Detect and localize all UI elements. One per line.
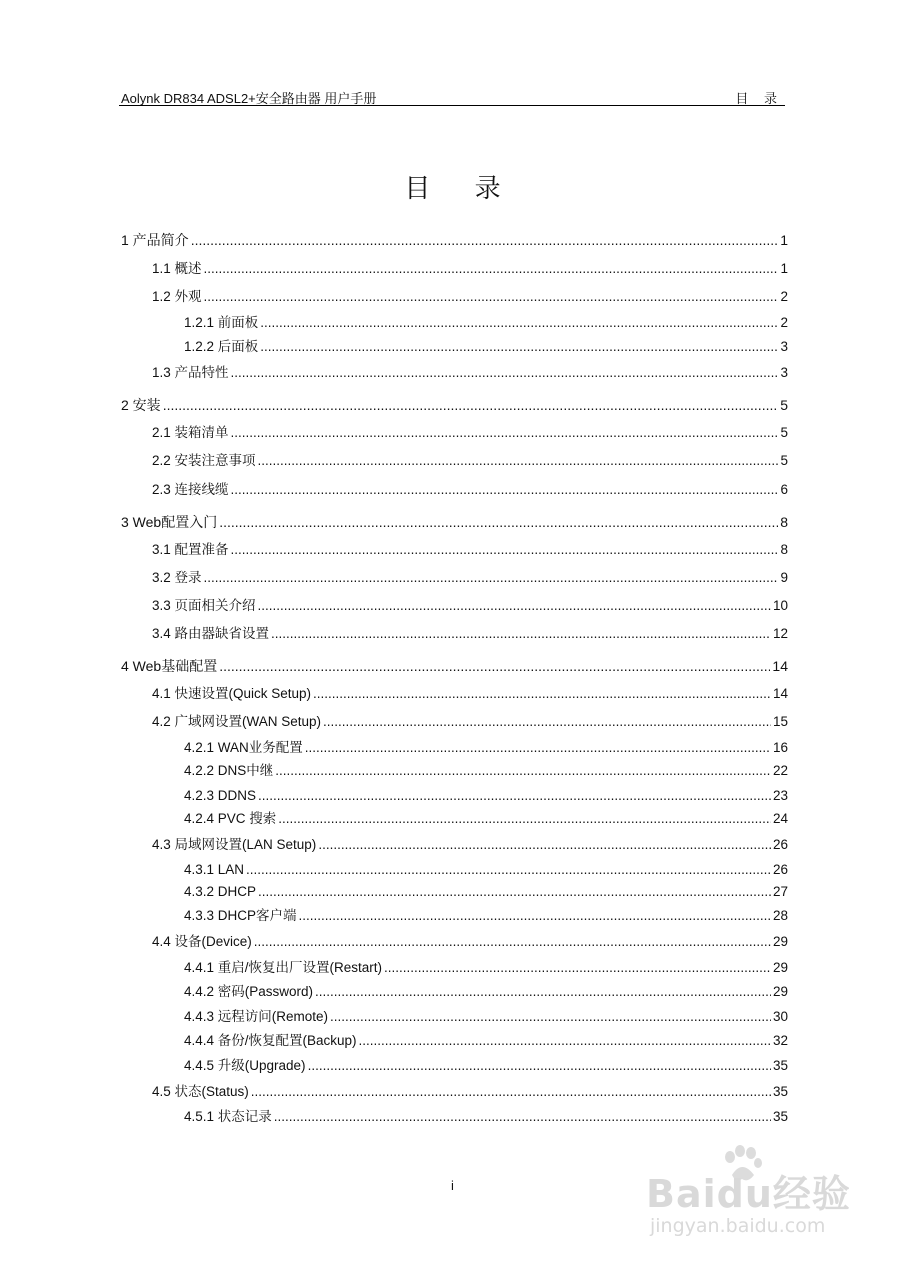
toc-entry-label: 4.1 快速设置(Quick Setup) [152, 686, 312, 701]
toc-leader-dots [191, 231, 779, 249]
toc-entry-page: 24 [772, 811, 788, 826]
toc-entry-page: 35 [772, 1109, 788, 1124]
toc-leader-dots [260, 314, 778, 332]
toc-leader-dots [231, 481, 779, 499]
toc-entry[interactable] [152, 481, 788, 499]
toc-leader-dots [246, 861, 771, 879]
toc-entry-page: 14 [772, 658, 788, 674]
toc-entry[interactable] [184, 883, 788, 901]
toc-entry-page: 32 [772, 1033, 788, 1048]
toc-entry[interactable] [152, 288, 788, 306]
toc-entry-label: 3.3 页面相关介绍 [152, 598, 256, 613]
toc-leader-dots [315, 983, 771, 1001]
running-header-section: 目 录 [735, 91, 783, 106]
toc-entry-page: 27 [772, 884, 788, 899]
toc-entry-page: 1 [780, 261, 788, 276]
toc-leader-dots [258, 452, 779, 470]
toc-entry-page: 29 [772, 960, 788, 975]
toc-entry[interactable] [184, 983, 788, 1001]
toc-leader-dots [219, 513, 778, 531]
toc-entry[interactable] [152, 364, 788, 382]
toc-entry-page: 8 [780, 542, 788, 557]
toc-entry-page: 22 [772, 763, 788, 778]
toc-entry-label: 3.4 路由器缺省设置 [152, 626, 270, 641]
toc-entry-label: 2.2 安装注意事项 [152, 453, 256, 468]
toc-leader-dots [323, 713, 771, 731]
running-header-title: Aolynk DR834 ADSL2+安全路由器 用户手册 [121, 91, 377, 106]
toc-entry[interactable] [121, 657, 788, 675]
toc-entry-label: 4.2.4 PVC 搜索 [184, 811, 277, 826]
toc-entry-label: 4.4.3 远程访问(Remote) [184, 1009, 329, 1024]
toc-entry-page: 35 [772, 1084, 788, 1099]
toc-entry[interactable] [152, 1083, 788, 1101]
toc-entry-label: 3 Web配置入门 [121, 514, 218, 530]
toc-entry-page: 5 [780, 425, 788, 440]
toc-entry[interactable] [152, 597, 788, 615]
toc-entry[interactable] [121, 231, 788, 249]
toc-leader-dots [258, 787, 771, 805]
toc-entry-page: 35 [772, 1058, 788, 1073]
toc-leader-dots [258, 883, 771, 901]
toc-entry[interactable] [184, 861, 788, 879]
toc-leader-dots [204, 260, 779, 278]
toc-leader-dots [359, 1032, 771, 1050]
toc-entry-page: 30 [772, 1009, 788, 1024]
toc-entry-page: 23 [772, 788, 788, 803]
toc-leader-dots [318, 836, 771, 854]
toc-entry[interactable] [184, 338, 788, 356]
toc-entry[interactable] [184, 1032, 788, 1050]
toc-entry[interactable] [184, 907, 788, 925]
toc-leader-dots [251, 1083, 771, 1101]
toc-entry-page: 26 [772, 862, 788, 877]
toc-entry[interactable] [184, 762, 788, 780]
toc-leader-dots [204, 288, 779, 306]
toc-entry-label: 4.4.2 密码(Password) [184, 984, 314, 999]
toc-leader-dots [299, 907, 771, 925]
toc-entry-page: 1 [780, 232, 788, 248]
toc-entry[interactable] [152, 933, 788, 951]
toc-leader-dots [275, 762, 771, 780]
toc-entry-page: 3 [780, 339, 788, 354]
toc-leader-dots [254, 933, 771, 951]
toc-entry-page: 5 [780, 397, 788, 413]
toc-entry-label: 4.2.2 DNS中继 [184, 763, 274, 778]
toc-entry-page: 5 [780, 453, 788, 468]
toc-entry-label: 4.2 广域网设置(WAN Setup) [152, 714, 322, 729]
toc-entry-label: 2.1 装箱清单 [152, 425, 229, 440]
toc-entry[interactable] [184, 1057, 788, 1075]
toc-entry[interactable] [152, 260, 788, 278]
baidu-watermark [646, 1145, 856, 1245]
footer-page-number: i [451, 1178, 454, 1193]
toc-entry[interactable] [184, 810, 788, 828]
toc-entry-page: 15 [772, 714, 788, 729]
toc-entry[interactable] [121, 396, 788, 414]
toc-entry-label: 4 Web基础配置 [121, 658, 218, 674]
toc-entry[interactable] [152, 685, 788, 703]
watermark-brand: Baidu经验 [646, 1172, 851, 1216]
toc-entry-label: 4.5 状态(Status) [152, 1084, 249, 1099]
toc-entry[interactable] [152, 424, 788, 442]
toc-entry[interactable] [121, 513, 788, 531]
toc-entry-page: 29 [772, 984, 788, 999]
toc-entry-label: 4.4 设备(Device) [152, 934, 252, 949]
toc-leader-dots [274, 1108, 771, 1126]
toc-entry-page: 9 [780, 570, 788, 585]
toc-entry[interactable] [152, 569, 788, 587]
toc-leader-dots [330, 1008, 771, 1026]
toc-entry[interactable] [184, 1108, 788, 1126]
toc-entry[interactable] [152, 713, 788, 731]
toc-entry-page: 16 [772, 740, 788, 755]
toc-entry-page: 8 [780, 514, 788, 530]
toc-entry-page: 2 [780, 315, 788, 330]
toc-leader-dots [305, 739, 771, 757]
toc-leader-dots [219, 657, 770, 675]
toc-leader-dots [278, 810, 771, 828]
toc-entry-page: 2 [780, 289, 788, 304]
toc-entry-label: 4.2.3 DDNS [184, 788, 257, 803]
toc-entry-label: 1.3 产品特性 [152, 365, 229, 380]
toc-entry[interactable] [152, 625, 788, 643]
toc-entry[interactable] [152, 836, 788, 854]
toc-entry-page: 3 [780, 365, 788, 380]
toc-leader-dots [384, 959, 771, 977]
toc-entry-label: 1 产品简介 [121, 232, 189, 248]
toc-entry-label: 4.2.1 WAN业务配置 [184, 740, 303, 755]
toc-leader-dots [204, 569, 779, 587]
toc-leader-dots [231, 364, 779, 382]
toc-entry-label: 1.2 外观 [152, 289, 202, 304]
toc-entry-label: 4.4.4 备份/恢复配置(Backup) [184, 1033, 357, 1048]
toc-leader-dots [313, 685, 771, 703]
toc-leader-dots [260, 338, 778, 356]
toc-leader-dots [271, 625, 771, 643]
toc-entry-page: 28 [772, 908, 788, 923]
toc-entry-page: 6 [780, 482, 788, 497]
toc-leader-dots [163, 396, 779, 414]
toc-leader-dots [258, 597, 771, 615]
toc-entry-page: 10 [772, 598, 788, 613]
toc-entry-label: 3.2 登录 [152, 570, 202, 585]
page-title: 目 录 [404, 174, 519, 204]
toc-entry-label: 4.3.1 LAN [184, 862, 245, 877]
toc-entry-label: 2 安装 [121, 397, 161, 413]
toc-entry-label: 1.2.2 后面板 [184, 339, 259, 354]
toc-entry[interactable] [184, 1008, 788, 1026]
toc-entry-label: 4.5.1 状态记录 [184, 1109, 272, 1124]
toc-entry-label: 4.3.3 DHCP客户端 [184, 908, 297, 923]
toc-entry-label: 4.3 局域网设置(LAN Setup) [152, 837, 317, 852]
toc-entry-page: 14 [772, 686, 788, 701]
toc-entry-label: 4.3.2 DHCP [184, 884, 257, 899]
toc-entry[interactable] [184, 739, 788, 757]
toc-leader-dots [231, 424, 779, 442]
toc-entry-label: 4.4.5 升级(Upgrade) [184, 1058, 306, 1073]
toc-leader-dots [231, 541, 779, 559]
toc-leader-dots [308, 1057, 771, 1075]
toc-entry-label: 4.4.1 重启/恢复出厂设置(Restart) [184, 960, 383, 975]
toc-entry-label: 1.1 概述 [152, 261, 202, 276]
header-rule [119, 105, 785, 106]
toc-entry[interactable] [152, 452, 788, 470]
watermark-url: jingyan.baidu.com [650, 1215, 826, 1237]
toc-entry-page: 26 [772, 837, 788, 852]
toc-entry-label: 2.3 连接线缆 [152, 482, 229, 497]
toc-entry[interactable] [184, 959, 788, 977]
toc-entry-page: 12 [772, 626, 788, 641]
toc-entry-page: 29 [772, 934, 788, 949]
toc-entry[interactable] [184, 787, 788, 805]
toc-entry[interactable] [184, 314, 788, 332]
toc-entry[interactable] [152, 541, 788, 559]
toc-entry-label: 3.1 配置准备 [152, 542, 229, 557]
toc-entry-label: 1.2.1 前面板 [184, 315, 259, 330]
